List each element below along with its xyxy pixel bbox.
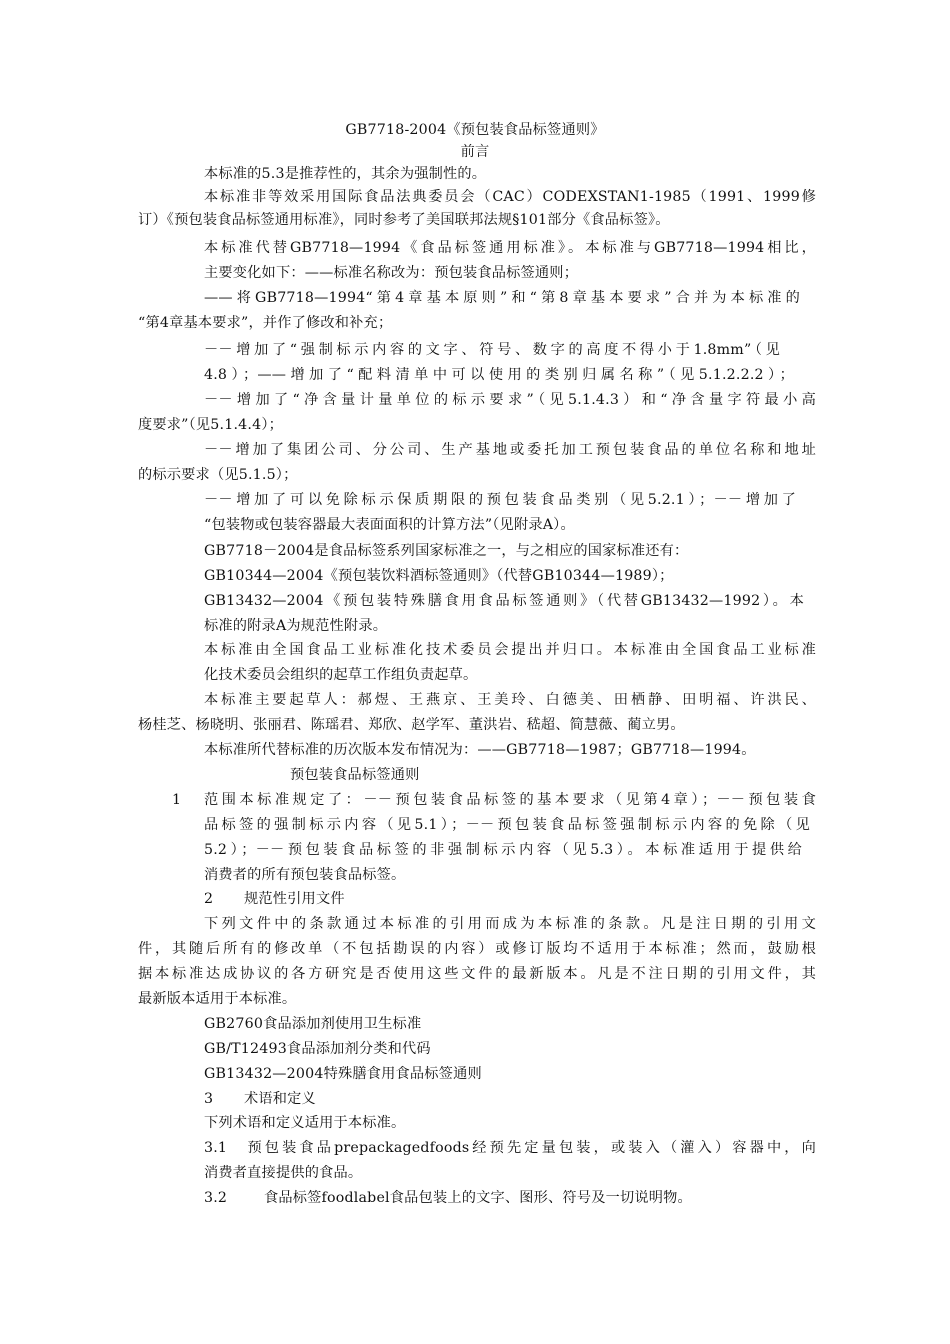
text-line: GB2760食品添加剂使用卫生标准 (204, 1016, 422, 1032)
text-line: －－增加了“净含量计量单位的标示要求”（见5.1.4.3）和“净含量字符最小高 (204, 392, 816, 408)
text-line: 3.1 预包装食品prepackagedfoods经预先定量包装，或装入（灌入）容器中，向 (204, 1140, 816, 1156)
section-number: 2 (204, 891, 214, 907)
text-line: GB7718－2004是食品标签系列国家标准之一，与之相应的国家标准还有： (204, 543, 689, 559)
text-line: 本标准代替GB7718—1994《食品标签通用标准》。本标准与GB7718—1994相比， (204, 240, 816, 256)
text-line: 下列文件中的条款通过本标准的引用而成为本标准的条款。凡是注日期的引用文 (204, 916, 816, 932)
text-line: 消费者直接提供的食品。 (204, 1165, 363, 1181)
text-line: 最新版本适用于本标准。 (138, 991, 297, 1007)
text-line: 度要求”（见5.1.4.4）； (138, 417, 284, 433)
section-heading: 术语和定义 (244, 1091, 316, 1107)
text-line: ——将GB7718—1994“第4章基本原则”和“第8章基本要求”合并为本标准的 (204, 290, 800, 306)
text-line: 件，其随后所有的修改单（不包括勘误的内容）或修订版均不适用于本标准；然而，鼓励根 (138, 941, 816, 957)
section-number: 1 (172, 792, 182, 808)
text-line: 食品标签foodlabel食品包装上的文字、图形、符号及一切说明物。 (264, 1190, 692, 1206)
text-line: －－增加了“强制标示内容的文字、符号、数字的高度不得小于1.8mm”（见 (204, 342, 780, 358)
text-line: 本标准的5.3是推荐性的，其余为强制性的。 (204, 166, 487, 182)
text-line: 的标示要求（见5.1.5）； (138, 467, 298, 483)
text-line: 本标准所代替标准的历次版本发布情况为：——GB7718—1987；GB7718—1994。 (204, 742, 756, 758)
section-heading: 规范性引用文件 (244, 891, 345, 907)
text-line: 主要变化如下：——标准名称改为：预包装食品标签通则； (204, 265, 579, 281)
text-line: GB10344—2004《预包装饮料酒标签通则》（代替GB10344—1989）； (204, 568, 674, 584)
text-line: 本标准由全国食品工业标准化技术委员会提出并归口。本标准由全国食品工业标准 (204, 642, 816, 658)
text-line: “第4章基本要求”，并作了修改和补充； (138, 315, 393, 331)
text-line: 本标准主要起草人：郝煜、王燕京、王美玲、白德美、田栖静、田明福、许洪民、 (204, 692, 816, 708)
text-line: －－增加了可以免除标示保质期限的预包装食品类别（见5.2.1）；－－增加了 (204, 492, 796, 508)
text-line: 据本标准达成协议的各方研究是否使用这些文件的最新版本。凡是不注日期的引用文件，其 (138, 966, 816, 982)
section-heading: 预包装食品标签通则 (290, 767, 420, 783)
text-line: “包装物或包装容器最大表面面积的计算方法”（见附录A）。 (204, 517, 575, 533)
text-line: 本标准非等效采用国际食品法典委员会（CAC）CODEXSTAN1-1985（1991、1999修 (204, 189, 816, 205)
document-title: GB7718-2004《预包装食品标签通则》 (345, 122, 605, 138)
text-line: －－增加了集团公司、分公司、生产基地或委托加工预包装食品的单位名称和地址 (204, 442, 816, 458)
text-line: 品标签的强制标示内容（见5.1）；－－预包装食品标签强制标示内容的免除（见 (204, 817, 810, 833)
text-line: GB13432—2004特殊膳食用食品标签通则 (204, 1066, 482, 1082)
section-number: 3.2 (204, 1190, 228, 1206)
text-line: 下列术语和定义适用于本标准。 (204, 1115, 406, 1131)
text-line: 5.2）；－－预包装食品标签的非强制标示内容（见5.3）。本标准适用于提供给 (204, 842, 802, 858)
section-number: 3 (204, 1091, 214, 1107)
text-line: GB/T12493食品添加剂分类和代码 (204, 1041, 431, 1057)
text-line: 化技术委员会组织的起草工作组负责起草。 (204, 667, 478, 683)
text-line: 范围本标准规定了：－－预包装食品标签的基本要求（见第4章）；－－预包装食 (204, 792, 816, 808)
foreword-heading: 前言 (460, 144, 490, 160)
text-line: GB13432—2004《预包装特殊膳食用食品标签通则》（代替GB13432—1992）。本 (204, 593, 804, 609)
text-line: 订）《预包装食品标签通用标准》，同时参考了美国联邦法规§101部分《食品标签》。 (138, 212, 670, 228)
text-line: 标准的附录A为规范性附录。 (204, 618, 388, 634)
text-line: 杨桂芝、杨晓明、张丽君、陈瑶君、郑欣、赵学军、董洪岩、嵇超、简慧薇、蔺立男。 (138, 717, 685, 733)
text-line: 4.8）；——增加了“配料清单中可以使用的类别归属名称”（见5.1.2.2.2）； (204, 367, 794, 383)
text-line: 消费者的所有预包装食品标签。 (204, 867, 406, 883)
